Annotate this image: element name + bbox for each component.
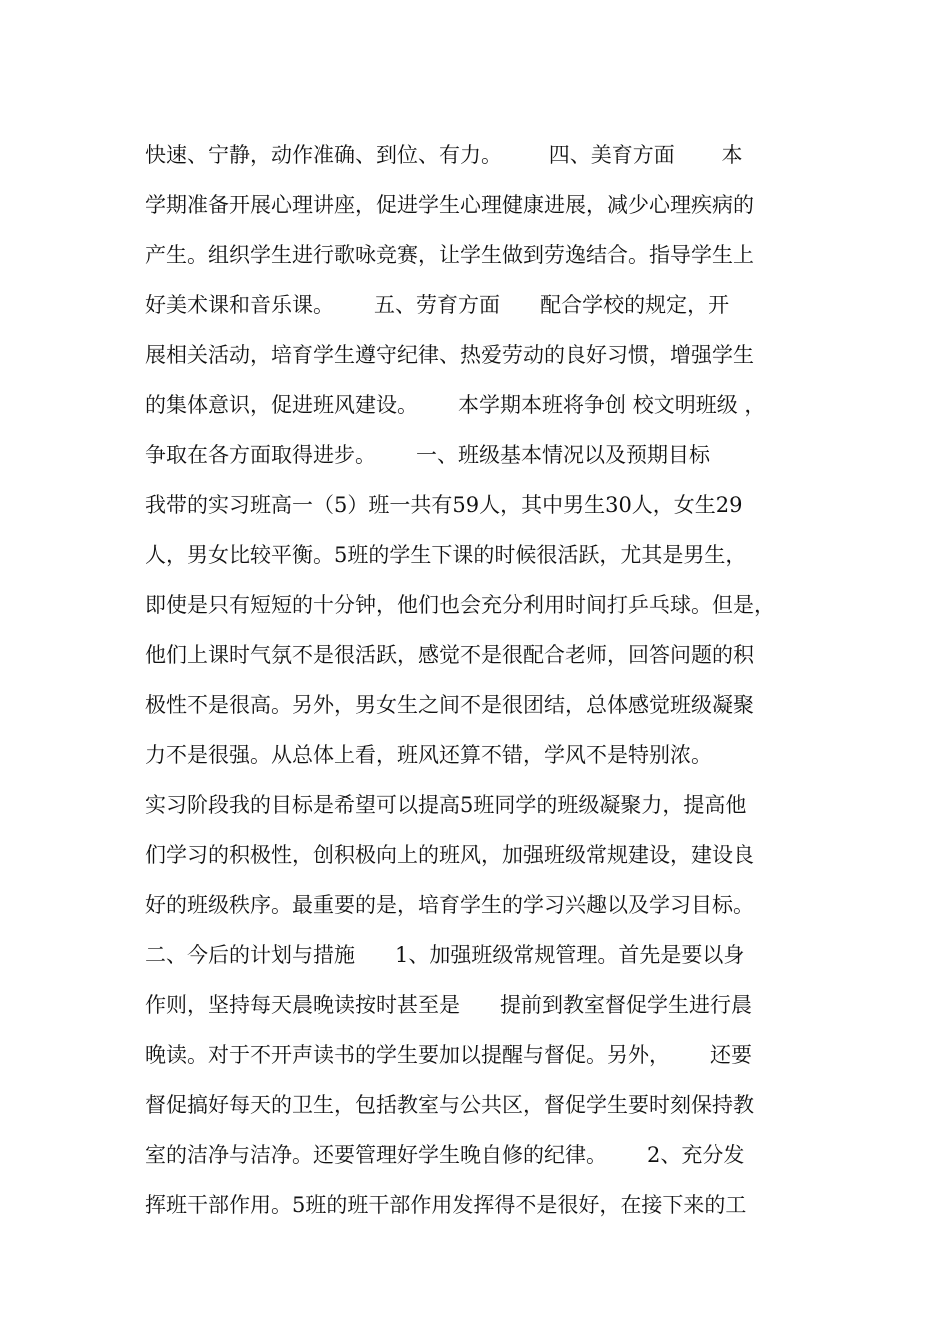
text-line: 我带的实习班高一（5）班一共有59人，其中男生30人，女生29 [145,493,743,517]
text-line: 晚读。对于不开声读书的学生要加以提醒与督促。另外， 还要 [145,1043,753,1067]
text-line: 即使是只有短短的十分钟，他们也会充分利用时间打乒乓球。但是， [145,593,775,617]
text-line: 产生。组织学生进行歌咏竞赛，让学生做到劳逸结合。指导学生上 [145,243,754,267]
text-line: 他们上课时气氛不是很活跃，感觉不是很配合老师，回答问题的积 [145,643,754,667]
text-line: 好美术课和音乐课。 五、劳育方面 配合学校的规定，开 [145,293,730,317]
text-line: 室的洁净与洁净。还要管理好学生晚自修的纪律。 2、充分发 [145,1143,745,1167]
text-line: 人，男女比较平衡。5班的学生下课的时候很活跃，尤其是男生， [145,543,747,567]
text-line: 作则，坚持每天晨晚读按时甚至是 提前到教室督促学生进行晨 [145,993,753,1017]
text-line: 实习阶段我的目标是希望可以提高5班同学的班级凝聚力，提高他 [145,793,747,817]
text-line: 展相关活动，培育学生遵守纪律、热爱劳动的良好习惯，增强学生 [145,343,754,367]
text-line: 督促搞好每天的卫生，包括教室与公共区，督促学生要时刻保持教 [145,1093,754,1117]
text-line: 快速、宁静，动作准确、到位、有力。 四、美育方面 本 [145,143,743,167]
text-line: 的集体意识，促进班风建设。 本学期本班将争创 校文明班级 ， [145,393,766,417]
text-line: 争取在各方面取得进步。 一、班级基本情况以及预期目标 [145,443,711,467]
text-line: 二、今后的计划与措施 1、加强班级常规管理。首先是要以身 [145,943,745,967]
text-line: 力不是很强。从总体上看，班风还算不错，学风不是特别浓。 [145,743,712,767]
text-line: 学期准备开展心理讲座，促进学生心理健康进展，减少心理疾病的 [145,193,754,217]
text-line: 们学习的积极性，创积极向上的班风，加强班级常规建设，建设良 [145,843,754,867]
text-line: 好的班级秩序。最重要的是，培育学生的学习兴趣以及学习目标。 [145,893,754,917]
text-line: 极性不是很高。另外，男女生之间不是很团结，总体感觉班级凝聚 [145,693,754,717]
body-text [145,130,825,1230]
text-line: 挥班干部作用。5班的班干部作用发挥得不是很好，在接下来的工 [145,1193,747,1217]
